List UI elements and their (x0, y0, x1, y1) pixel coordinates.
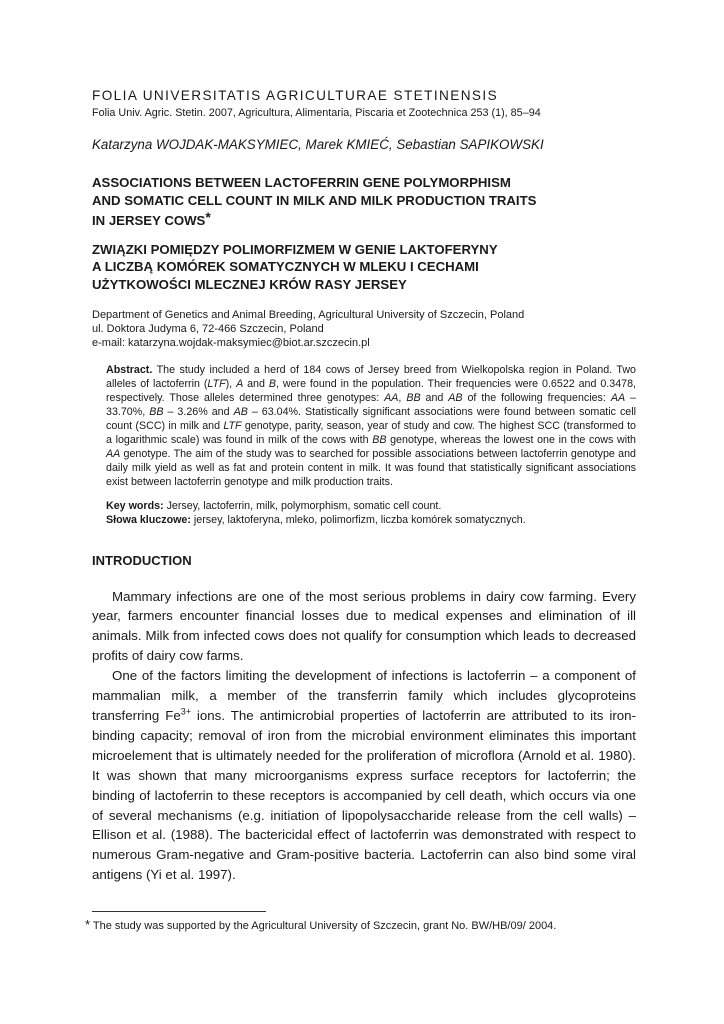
abstract-term: BB (372, 433, 387, 446)
superscript-charge: 3+ (180, 706, 191, 717)
abstract-text: , (398, 391, 407, 404)
abstract-text: – 3.26% and (163, 405, 234, 418)
abstract-text: and (420, 391, 449, 404)
abstract-text: and (243, 377, 269, 390)
abstract-term: AA (610, 391, 626, 404)
paragraph-2-text: One of the factors limiting the development of infections is lactoferrin – a component of mammalian milk, a member of the transferrin family which includes glycoproteins transferring Fe (92, 668, 636, 724)
citation: Folia Univ. Agric. Stetin. 2007, Agricultura, Alimentaria, Piscaria et Zootechnica 253 (1), 85–94 (92, 107, 541, 119)
abstract-term: AB (448, 391, 463, 404)
affiliation-line-2: ul. Doktora Judyma 6, 72-466 Szczecin, Poland (92, 323, 324, 335)
abstract-text: , were found in the population. Their frequencies were 0.6522 and 0.3478, respectively. Those alleles determined three genotypes: (106, 377, 637, 404)
abstract (106, 364, 636, 490)
footnote-marker: * (205, 209, 211, 225)
abstract-term: BB (149, 405, 164, 418)
abstract-term: A (236, 377, 244, 390)
abstract-text: – 33.70%, (106, 391, 636, 418)
abstract-text: genotype, parity, season, year of study and cow. The highest SCC (transformed to a logarithmic scale) was found in milk of the cows with (106, 419, 636, 446)
abstract-text: genotype. The aim of the study was to searched for possible associations between lactoferrin genotype and daily milk yield as well as fat and protein content in milk. It was found that statistically significant associations exist between lactoferrin genotype and milk production traits. (106, 447, 636, 488)
footnote-text: The study was supported by the Agricultural University of Szczecin, grant No. BW/HB/09/ 2004. (90, 920, 557, 932)
introduction-body (92, 587, 636, 886)
title-polish (92, 241, 636, 294)
paragraph-2-text-cont: ions. The antimicrobial properties of lactoferrin are attributed to its iron-binding capacity; removal of iron from the microbial environment eliminates this important microelement that is ultimately needed for the proliferation of microflora (Arnold et al. 1980). It was shown that many microorganisms express surface receptors for lactoferrin; the binding of lactoferrin to these receptors is accompanied by cell death, which occurs via one of several mechanisms (e.g. initiation of lipopolysaccharide release from the cell walls) – Ellison et al. (1988). The bactericidal effect of lactoferrin was demonstrated with respect to numerous Gram-negative and Gram-positive bacteria. Lactoferrin can also bind some viral antigens (Yi et al. 1997). (92, 708, 637, 883)
title-en-line-1: ASSOCIATIONS BETWEEN LACTOFERRIN GENE POLYMORPHISM (92, 175, 511, 190)
abstract-term: AA (384, 391, 399, 404)
abstract-text: genotype, whereas the lowest one in the cows with (386, 433, 636, 446)
title-en-line-3: IN JERSEY COWS (92, 213, 206, 228)
affiliation (92, 308, 636, 350)
footnote (85, 918, 645, 933)
footnote-divider (92, 911, 266, 912)
abstract-term: AA (106, 447, 121, 460)
abstract-text: ), (225, 377, 237, 390)
title-en-line-2: AND SOMATIC CELL COUNT IN MILK AND MILK PRODUCTION TRAITS (92, 192, 537, 208)
journal-name: FOLIA UNIVERSITATIS AGRICULTURAE STETINENSIS (92, 88, 499, 103)
abstract-term: LTF (207, 377, 226, 390)
abstract-text: of the following frequencies: (462, 391, 611, 404)
abstract-term: AB (233, 405, 248, 418)
keywords-pl-label: Słowa kluczowe: (106, 513, 191, 526)
page-content (92, 88, 636, 885)
keywords-pl-text: jersey, laktoferyna, mleko, polimorfizm, liczba komórek somatycznych. (190, 513, 526, 526)
title-pl-line-2: A LICZBĄ KOMÓREK SOMATYCZNYCH W MLEKU I CECHAMI (92, 259, 479, 274)
paragraph-1: Mammary infections are one of the most serious problems in dairy cow farming. Every year, farmers encounter financial losses due to medical expenses and elimination of ill animals. Milk from infected cows does not qualify for consumption which leads to decreased profits of dairy cow farms. (92, 588, 636, 664)
keywords-label: Key words: (106, 499, 164, 512)
footnote-star: * (85, 917, 91, 932)
keywords (106, 499, 636, 527)
abstract-text: – 63.04%. Statistically significant associations were found between somatic cell count (SCC) in milk and (106, 405, 636, 432)
affiliation-line-1: Department of Genetics and Animal Breeding, Agricultural University of Szczecin, Poland (92, 309, 525, 321)
abstract-text: The study included a herd of 184 cows of Jersey breed from Wielkopolska region in Poland. Two alleles of lactoferrin ( (106, 364, 636, 390)
title-english (92, 174, 636, 230)
title-pl-line-1: ZWIĄZKI POMIĘDZY POLIMORFIZMEM W GENIE LAKTOFERYNY (92, 241, 498, 257)
title-pl-line-3: UŻYTKOWOŚCI MLECZNEJ KRÓW RASY JERSEY (92, 276, 407, 292)
abstract-label: Abstract. (106, 364, 153, 376)
affiliation-email: e-mail: katarzyna.wojdak-maksymiec@biot.ar.szczecin.pl (92, 337, 370, 349)
keywords-text: Jersey, lactoferrin, milk, polymorphism, somatic cell count. (163, 499, 442, 512)
authors: Katarzyna WOJDAK-MAKSYMIEC, Marek KMIEĆ, Sebastian SAPIKOWSKI (92, 137, 544, 152)
abstract-term: LTF (223, 419, 242, 432)
abstract-term: B (268, 377, 276, 390)
section-heading-introduction: INTRODUCTION (92, 552, 192, 568)
abstract-term: BB (406, 391, 421, 404)
paragraph-2 (92, 666, 636, 885)
